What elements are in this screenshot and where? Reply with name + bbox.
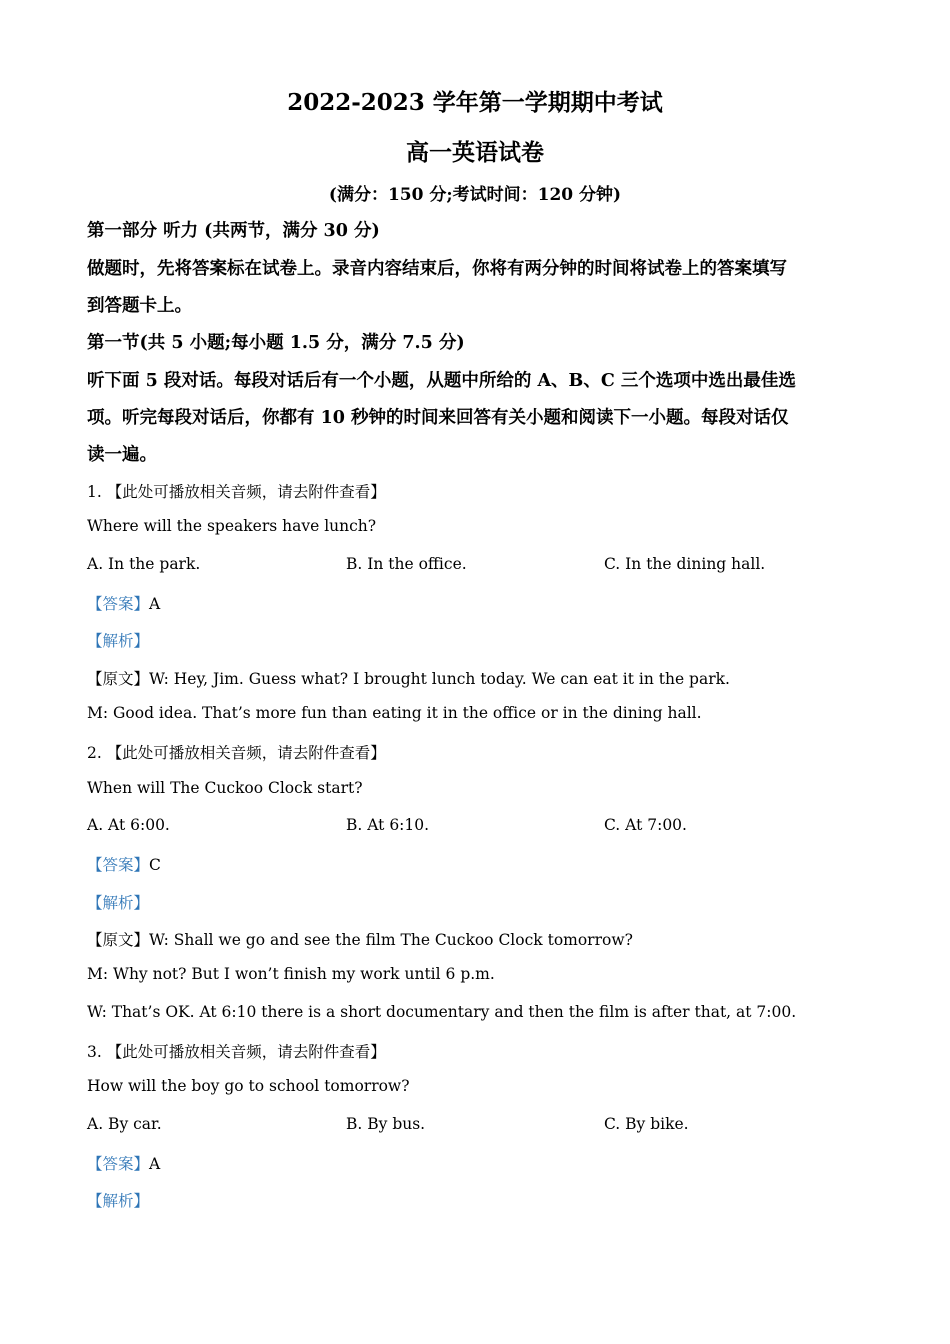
question-1-stem: Where will the speakers have lunch? [87, 517, 377, 535]
answer-label: 【答案】 [87, 856, 150, 874]
question-3-analysis-label: 【解析】 [87, 1192, 150, 1210]
question-2-stem: When will The Cuckoo Clock start? [87, 779, 363, 797]
answer-value: C [149, 856, 161, 874]
question-2-audio: 2. 【此处可播放相关音频，请去附件查看】 [87, 744, 386, 762]
question-2-transcript-line1 [87, 928, 633, 950]
question-1-option-c: C. In the dining hall. [604, 555, 766, 573]
section1-instruction-line3: 读一遍。 [87, 445, 157, 465]
question-3-option-a: A. By car. [87, 1115, 162, 1133]
question-3-option-c: C. By bike. [604, 1115, 689, 1133]
exam-subtitle: 高一英语试卷 [406, 139, 544, 166]
question-3-answer [87, 1152, 160, 1174]
question-2-answer [87, 853, 161, 875]
exam-title: 2022-2023 学年第一学期期中考试 [287, 89, 663, 116]
section1-instruction-line2: 项。听完每段对话后，你都有 10 秒钟的时间来回答有关小题和阅读下一小题。每段对话仅 [87, 408, 789, 428]
question-2-option-c: C. At 7:00. [604, 816, 687, 834]
answer-value: A [149, 1155, 161, 1173]
answer-value: A [149, 595, 161, 613]
question-1-transcript-line1 [87, 667, 730, 689]
question-1-transcript-line2: M: Good idea. That’s more fun than eating it in the office or in the dining hall. [87, 704, 702, 722]
question-2-option-b: B. At 6:10. [346, 816, 430, 834]
question-1-audio: 1. 【此处可播放相关音频，请去附件查看】 [87, 483, 386, 501]
section1-heading: 第一节(共 5 小题;每小题 1.5 分，满分 7.5 分) [87, 333, 465, 353]
section1-instruction-line1: 听下面 5 段对话。每段对话后有一个小题，从题中所给的 A、B、C 三个选项中选出最佳选 [87, 371, 796, 391]
question-3-stem: How will the boy go to school tomorrow? [87, 1077, 410, 1095]
original-label: 【原文】 [87, 670, 150, 688]
question-1-answer [87, 592, 160, 614]
question-1-analysis-label: 【解析】 [87, 632, 150, 650]
question-2-option-a: A. At 6:00. [87, 816, 170, 834]
original-label: 【原文】 [87, 931, 150, 949]
part1-heading: 第一部分 听力 (共两节，满分 30 分) [87, 221, 380, 241]
question-2-transcript-line3: W: That’s OK. At 6:10 there is a short documentary and then the film is after that, at 7:00. [87, 1003, 797, 1021]
exam-meta: (满分：150 分;考试时间：120 分钟) [328, 185, 622, 205]
part1-instruction-line1: 做题时，先将答案标在试卷上。录音内容结束后，你将有两分钟的时间将试卷上的答案填写 [87, 259, 787, 279]
answer-label: 【答案】 [87, 595, 150, 613]
question-1-option-a: A. In the park. [87, 555, 201, 573]
question-2-transcript-line2: M: Why not? But I won’t finish my work until 6 p.m. [87, 965, 495, 983]
question-2-analysis-label: 【解析】 [87, 894, 150, 912]
question-1-option-b: B. In the office. [346, 555, 467, 573]
answer-label: 【答案】 [87, 1155, 150, 1173]
transcript-text: W: Shall we go and see the film The Cuckoo Clock tomorrow? [149, 931, 633, 949]
question-3-audio: 3. 【此处可播放相关音频，请去附件查看】 [87, 1043, 386, 1061]
transcript-text: W: Hey, Jim. Guess what? I brought lunch today. We can eat it in the park. [149, 670, 730, 688]
part1-instruction-line2: 到答题卡上。 [87, 296, 192, 316]
question-3-option-b: B. By bus. [346, 1115, 426, 1133]
